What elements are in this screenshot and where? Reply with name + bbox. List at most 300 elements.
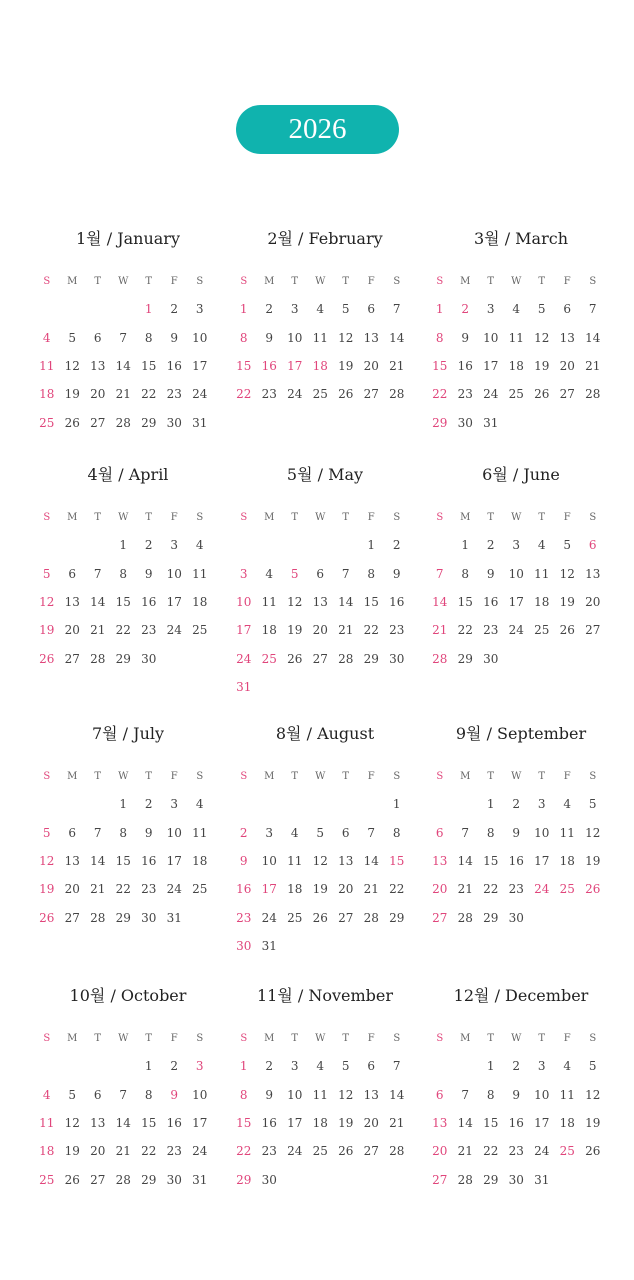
day-cell: 9 xyxy=(392,566,401,581)
day-cell: 3 xyxy=(537,797,546,812)
day-cell: 29 xyxy=(483,1172,499,1187)
day-cell: 12 xyxy=(585,1087,601,1102)
day-cell: 28 xyxy=(115,1172,131,1187)
month-block xyxy=(30,983,226,1194)
day-cell: 5 xyxy=(68,330,77,345)
month-block xyxy=(423,462,619,673)
day-cell: 7 xyxy=(392,1059,401,1074)
day-cell: 6 xyxy=(435,1087,444,1102)
day-cell: 24 xyxy=(287,387,303,402)
month-grid xyxy=(231,267,423,408)
day-cell: 29 xyxy=(432,415,448,430)
weekday-label: F xyxy=(563,770,571,782)
weekday-label: T xyxy=(94,1032,102,1044)
day-cell: 29 xyxy=(483,910,499,925)
day-cell: 16 xyxy=(508,854,524,869)
day-cell: 11 xyxy=(39,359,55,374)
day-cell: 22 xyxy=(389,882,405,897)
day-cell: 16 xyxy=(166,1116,182,1131)
day-cell: 2 xyxy=(170,302,179,317)
month-title: 1월 / January xyxy=(76,229,180,248)
day-cell: 13 xyxy=(64,595,80,610)
weekday-label: W xyxy=(315,511,326,523)
day-cell: 25 xyxy=(261,651,277,666)
month-grid xyxy=(427,762,619,932)
day-cell: 6 xyxy=(68,825,77,840)
day-cell: 6 xyxy=(316,566,325,581)
day-cell: 31 xyxy=(236,679,252,694)
day-cell: 26 xyxy=(39,651,55,666)
day-cell: 16 xyxy=(483,595,499,610)
day-cell: 26 xyxy=(338,387,354,402)
day-cell: 14 xyxy=(585,330,601,345)
weekday-label: T xyxy=(145,275,153,287)
weekday-label: T xyxy=(538,511,546,523)
day-cell: 9 xyxy=(170,1087,179,1102)
day-cell: 27 xyxy=(585,623,601,638)
day-cell: 30 xyxy=(483,651,499,666)
day-cell: 20 xyxy=(90,387,106,402)
day-cell: 25 xyxy=(312,1144,328,1159)
day-cell: 29 xyxy=(141,415,157,430)
weekday-label: T xyxy=(291,275,299,287)
day-cell: 2 xyxy=(512,797,521,812)
weekday-label: F xyxy=(170,275,178,287)
day-cell: 22 xyxy=(432,387,448,402)
day-cell: 21 xyxy=(389,1116,405,1131)
weekday-label: T xyxy=(538,275,546,287)
weekday-label: F xyxy=(170,1032,178,1044)
day-cell: 28 xyxy=(115,415,131,430)
day-cell: 18 xyxy=(312,359,328,374)
day-cell: 21 xyxy=(338,623,354,638)
day-cell: 28 xyxy=(457,1172,473,1187)
day-cell: 27 xyxy=(64,651,80,666)
day-cell: 14 xyxy=(115,1116,131,1131)
month-title: 6월 / June xyxy=(482,465,560,484)
day-cell: 22 xyxy=(141,1144,157,1159)
day-cell: 11 xyxy=(559,1087,575,1102)
day-cell: 22 xyxy=(236,1144,252,1159)
weekday-label: S xyxy=(240,1032,248,1044)
day-cell: 3 xyxy=(537,1059,546,1074)
day-cell: 23 xyxy=(236,910,252,925)
weekday-label: M xyxy=(67,770,78,782)
day-cell: 7 xyxy=(119,330,128,345)
weekday-label: T xyxy=(342,770,350,782)
day-cell: 4 xyxy=(195,797,204,812)
day-cell: 12 xyxy=(64,359,80,374)
day-cell: 1 xyxy=(119,797,128,812)
day-cell: 24 xyxy=(166,623,182,638)
month-title: 8월 / August xyxy=(275,724,375,743)
weekday-label: S xyxy=(43,275,51,287)
day-cell: 3 xyxy=(265,825,274,840)
day-cell: 17 xyxy=(508,595,524,610)
day-cell: 10 xyxy=(534,825,550,840)
day-cell: 11 xyxy=(508,330,524,345)
day-cell: 22 xyxy=(115,623,131,638)
day-cell: 15 xyxy=(483,854,499,869)
weekday-label: M xyxy=(460,1032,471,1044)
day-cell: 20 xyxy=(559,359,575,374)
weekday-label: F xyxy=(563,275,571,287)
day-cell: 7 xyxy=(341,566,350,581)
month-block xyxy=(30,226,226,437)
day-cell: 11 xyxy=(192,825,208,840)
day-cell: 9 xyxy=(265,1087,274,1102)
day-cell: 9 xyxy=(170,330,179,345)
day-cell: 24 xyxy=(287,1144,303,1159)
day-cell: 15 xyxy=(141,1116,157,1131)
empty-cell xyxy=(282,790,308,818)
day-cell: 3 xyxy=(486,302,495,317)
weekday-label: M xyxy=(264,511,275,523)
empty-cell xyxy=(333,790,359,818)
weekday-label: T xyxy=(487,1032,495,1044)
day-cell: 14 xyxy=(457,854,473,869)
day-cell: 19 xyxy=(585,854,601,869)
day-cell: 5 xyxy=(563,538,572,553)
day-cell: 4 xyxy=(195,538,204,553)
day-cell: 5 xyxy=(290,566,299,581)
weekday-label: S xyxy=(589,275,597,287)
month-grid xyxy=(34,1024,226,1194)
day-cell: 4 xyxy=(563,1059,572,1074)
empty-cell xyxy=(359,790,385,818)
day-cell: 3 xyxy=(195,302,204,317)
day-cell: 17 xyxy=(166,595,182,610)
day-cell: 5 xyxy=(341,1059,350,1074)
day-cell: 17 xyxy=(287,359,303,374)
day-cell: 12 xyxy=(559,566,575,581)
day-cell: 2 xyxy=(265,1059,274,1074)
month-title: 10월 / October xyxy=(69,986,187,1005)
month-title: 11월 / November xyxy=(256,986,394,1005)
day-cell: 8 xyxy=(144,1087,153,1102)
empty-cell xyxy=(111,295,137,323)
day-cell: 4 xyxy=(290,825,299,840)
day-cell: 26 xyxy=(338,1144,354,1159)
day-cell: 3 xyxy=(170,797,179,812)
weekday-label: S xyxy=(240,770,248,782)
day-cell: 21 xyxy=(585,359,601,374)
weekday-label: S xyxy=(196,1032,204,1044)
weekday-label: W xyxy=(511,275,522,287)
weekday-label: S xyxy=(393,275,401,287)
month-grid xyxy=(427,503,619,673)
day-cell: 9 xyxy=(512,1087,521,1102)
day-cell: 20 xyxy=(432,1144,448,1159)
empty-cell xyxy=(231,531,257,559)
weekday-label: S xyxy=(196,275,204,287)
day-cell: 15 xyxy=(363,595,379,610)
day-cell: 11 xyxy=(534,566,550,581)
day-cell: 10 xyxy=(166,825,182,840)
day-cell: 17 xyxy=(192,359,208,374)
day-cell: 28 xyxy=(585,387,601,402)
empty-cell xyxy=(257,790,283,818)
day-cell: 25 xyxy=(508,387,524,402)
weekday-label: M xyxy=(67,275,78,287)
day-cell: 13 xyxy=(312,595,328,610)
day-cell: 12 xyxy=(534,330,550,345)
weekday-label: S xyxy=(393,511,401,523)
month-block xyxy=(227,983,423,1194)
month-title: 7월 / July xyxy=(91,724,165,743)
day-cell: 25 xyxy=(192,623,208,638)
weekday-label: S xyxy=(43,770,51,782)
weekday-label: S xyxy=(436,511,444,523)
day-cell: 10 xyxy=(166,566,182,581)
day-cell: 27 xyxy=(312,651,328,666)
day-cell: 8 xyxy=(461,566,470,581)
day-cell: 1 xyxy=(486,797,495,812)
day-cell: 11 xyxy=(559,825,575,840)
empty-cell xyxy=(85,1052,111,1080)
day-cell: 26 xyxy=(64,415,80,430)
day-cell: 23 xyxy=(389,623,405,638)
day-cell: 13 xyxy=(363,330,379,345)
day-cell: 1 xyxy=(144,302,153,317)
day-cell: 16 xyxy=(166,359,182,374)
day-cell: 26 xyxy=(312,910,328,925)
day-cell: 24 xyxy=(534,1144,550,1159)
empty-cell xyxy=(34,295,60,323)
month-block xyxy=(30,721,226,932)
month-block xyxy=(227,721,423,960)
day-cell: 16 xyxy=(508,1116,524,1131)
day-cell: 5 xyxy=(42,566,51,581)
weekday-label: M xyxy=(460,770,471,782)
day-cell: 31 xyxy=(534,1172,550,1187)
day-cell: 4 xyxy=(537,538,546,553)
weekday-label: T xyxy=(145,770,153,782)
day-cell: 7 xyxy=(435,566,444,581)
day-cell: 30 xyxy=(508,1172,524,1187)
day-cell: 4 xyxy=(42,330,51,345)
weekday-label: W xyxy=(315,275,326,287)
day-cell: 8 xyxy=(144,330,153,345)
weekday-label: W xyxy=(118,511,129,523)
day-cell: 7 xyxy=(367,825,376,840)
day-cell: 2 xyxy=(265,302,274,317)
day-cell: 23 xyxy=(483,623,499,638)
empty-cell xyxy=(308,531,334,559)
day-cell: 2 xyxy=(512,1059,521,1074)
day-cell: 20 xyxy=(585,595,601,610)
day-cell: 14 xyxy=(389,330,405,345)
day-cell: 29 xyxy=(389,910,405,925)
day-cell: 17 xyxy=(261,882,277,897)
day-cell: 19 xyxy=(39,882,55,897)
day-cell: 7 xyxy=(588,302,597,317)
weekday-label: T xyxy=(342,1032,350,1044)
day-cell: 21 xyxy=(457,882,473,897)
weekday-label: T xyxy=(487,275,495,287)
day-cell: 8 xyxy=(435,330,444,345)
day-cell: 25 xyxy=(192,882,208,897)
weekday-label: M xyxy=(460,275,471,287)
weekday-label: S xyxy=(436,275,444,287)
day-cell: 20 xyxy=(312,623,328,638)
weekday-label: S xyxy=(240,275,248,287)
empty-cell xyxy=(427,1052,453,1080)
day-cell: 22 xyxy=(457,623,473,638)
day-cell: 15 xyxy=(457,595,473,610)
weekday-label: F xyxy=(367,1032,375,1044)
day-cell: 24 xyxy=(236,651,252,666)
day-cell: 10 xyxy=(236,595,252,610)
weekday-label: T xyxy=(291,1032,299,1044)
day-cell: 27 xyxy=(363,1144,379,1159)
day-cell: 18 xyxy=(287,882,303,897)
day-cell: 17 xyxy=(534,1116,550,1131)
day-cell: 24 xyxy=(508,623,524,638)
day-cell: 26 xyxy=(585,882,601,897)
day-cell: 19 xyxy=(64,1144,80,1159)
month-grid xyxy=(231,1024,423,1194)
day-cell: 8 xyxy=(239,330,248,345)
weekday-label: T xyxy=(538,770,546,782)
day-cell: 5 xyxy=(341,302,350,317)
day-cell: 1 xyxy=(144,1059,153,1074)
day-cell: 14 xyxy=(432,595,448,610)
weekday-label: F xyxy=(367,770,375,782)
day-cell: 14 xyxy=(338,595,354,610)
day-cell: 17 xyxy=(534,854,550,869)
day-cell: 7 xyxy=(461,825,470,840)
day-cell: 31 xyxy=(261,938,277,953)
day-cell: 31 xyxy=(192,415,208,430)
day-cell: 21 xyxy=(90,623,106,638)
day-cell: 25 xyxy=(534,623,550,638)
day-cell: 1 xyxy=(435,302,444,317)
day-cell: 15 xyxy=(141,359,157,374)
day-cell: 30 xyxy=(141,910,157,925)
day-cell: 23 xyxy=(141,882,157,897)
day-cell: 25 xyxy=(287,910,303,925)
day-cell: 22 xyxy=(236,387,252,402)
weekday-label: M xyxy=(67,1032,78,1044)
weekday-label: W xyxy=(118,1032,129,1044)
day-cell: 19 xyxy=(338,1116,354,1131)
day-cell: 30 xyxy=(236,938,252,953)
day-cell: 6 xyxy=(93,330,102,345)
day-cell: 19 xyxy=(585,1116,601,1131)
weekday-label: S xyxy=(196,770,204,782)
empty-cell xyxy=(34,531,60,559)
day-cell: 28 xyxy=(432,651,448,666)
day-cell: 25 xyxy=(39,415,55,430)
day-cell: 23 xyxy=(141,623,157,638)
day-cell: 27 xyxy=(64,910,80,925)
weekday-label: S xyxy=(436,770,444,782)
day-cell: 27 xyxy=(363,387,379,402)
day-cell: 15 xyxy=(115,595,131,610)
day-cell: 18 xyxy=(559,1116,575,1131)
day-cell: 12 xyxy=(338,330,354,345)
weekday-label: T xyxy=(291,511,299,523)
day-cell: 2 xyxy=(144,538,153,553)
day-cell: 5 xyxy=(588,797,597,812)
day-cell: 24 xyxy=(192,387,208,402)
weekday-label: W xyxy=(118,275,129,287)
empty-cell xyxy=(111,1052,137,1080)
weekday-label: S xyxy=(589,1032,597,1044)
weekday-label: F xyxy=(367,275,375,287)
weekday-label: W xyxy=(315,1032,326,1044)
day-cell: 24 xyxy=(192,1144,208,1159)
day-cell: 28 xyxy=(338,651,354,666)
day-cell: 22 xyxy=(115,882,131,897)
day-cell: 25 xyxy=(559,882,575,897)
month-grid xyxy=(427,267,619,437)
day-cell: 11 xyxy=(312,330,328,345)
weekday-label: T xyxy=(342,275,350,287)
day-cell: 8 xyxy=(392,825,401,840)
day-cell: 1 xyxy=(119,538,128,553)
day-cell: 16 xyxy=(141,854,157,869)
day-cell: 15 xyxy=(115,854,131,869)
day-cell: 14 xyxy=(90,854,106,869)
empty-cell xyxy=(60,295,86,323)
day-cell: 2 xyxy=(239,825,248,840)
day-cell: 3 xyxy=(195,1059,204,1074)
day-cell: 23 xyxy=(508,1144,524,1159)
weekday-label: S xyxy=(43,511,51,523)
day-cell: 21 xyxy=(432,623,448,638)
weekday-label: T xyxy=(487,770,495,782)
day-cell: 1 xyxy=(239,1059,248,1074)
day-cell: 6 xyxy=(68,566,77,581)
day-cell: 17 xyxy=(192,1116,208,1131)
day-cell: 2 xyxy=(392,538,401,553)
day-cell: 4 xyxy=(316,1059,325,1074)
day-cell: 28 xyxy=(90,651,106,666)
day-cell: 2 xyxy=(486,538,495,553)
day-cell: 26 xyxy=(39,910,55,925)
day-cell: 3 xyxy=(170,538,179,553)
weekday-label: T xyxy=(487,511,495,523)
day-cell: 9 xyxy=(239,854,248,869)
month-title: 9월 / September xyxy=(455,724,587,743)
day-cell: 22 xyxy=(483,1144,499,1159)
empty-cell xyxy=(60,790,86,818)
day-cell: 17 xyxy=(166,854,182,869)
day-cell: 14 xyxy=(363,854,379,869)
day-cell: 12 xyxy=(312,854,328,869)
day-cell: 29 xyxy=(363,651,379,666)
day-cell: 22 xyxy=(141,387,157,402)
weekday-label: T xyxy=(94,770,102,782)
empty-cell xyxy=(453,790,479,818)
day-cell: 5 xyxy=(588,1059,597,1074)
day-cell: 18 xyxy=(39,1144,55,1159)
day-cell: 30 xyxy=(141,651,157,666)
day-cell: 26 xyxy=(534,387,550,402)
weekday-label: F xyxy=(367,511,375,523)
day-cell: 16 xyxy=(457,359,473,374)
day-cell: 12 xyxy=(585,825,601,840)
day-cell: 20 xyxy=(64,623,80,638)
weekday-label: T xyxy=(94,511,102,523)
day-cell: 31 xyxy=(166,910,182,925)
day-cell: 10 xyxy=(287,1087,303,1102)
weekday-label: S xyxy=(589,770,597,782)
weekday-label: M xyxy=(67,511,78,523)
day-cell: 29 xyxy=(115,910,131,925)
